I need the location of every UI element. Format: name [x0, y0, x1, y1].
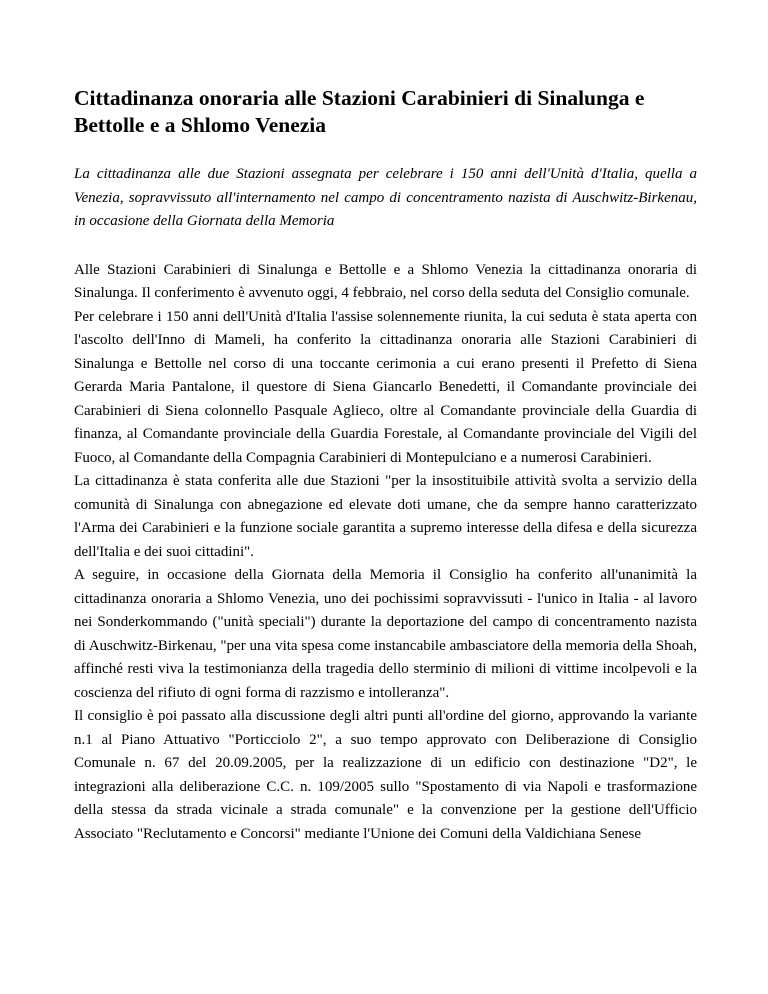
document-page: [74, 85, 697, 846]
article-paragraph: Per celebrare i 150 anni dell'Unità d'Italia l'assise solennemente riunita, la cui seduta è stata aperta con l'ascolto dell'Inno di Mameli, ha conferito la cittadinanza onoraria alle Stazioni Carabinieri di Sinalunga e Bettolle nel corso di una toccante cerimonia a cui erano presenti il Prefetto di Siena Gerarda Maria Pantalone, il questore di Siena Giancarlo Benedetti, il Comandante provinciale dei Carabinieri di Siena colonnello Pasquale Aglieco, oltre al Comandante provinciale della Guardia di finanza, al Comandante provinciale della Guardia Forestale, al Comandante provinciale del Vigili del Fuoco, al Comandante della Compagnia Carabinieri di Montepulciano e a numerosi Carabinieri.: [74, 308, 697, 466]
article-paragraph: A seguire, in occasione della Giornata della Memoria il Consiglio ha conferito all'unanimità la cittadinanza onoraria a Shlomo Venezia, uno dei pochissimi sopravvissuti - l'unico in Italia - al lavoro nei Sonderkommando ("unità speciali") durante la deportazione del campo di concentramento nazista di Auschwitz-Birkenau, "per una vita spesa come instancabile ambasciatore della memoria della Shoah, affinché resti viva la testimonianza della tragedia dello sterminio di milioni di vittime incolpevoli e la coscienza del rifiuto di ogni forma di razzismo e intolleranza".: [74, 567, 697, 701]
article-paragraph: Il consiglio è poi passato alla discussione degli altri punti all'ordine del giorno, approvando la variante n.1 al Piano Attuativo "Porticciolo 2", a suo tempo approvato con Deliberazione di Consiglio Comunale n. 67 del 20.09.2005, per la realizzazione di un edificio con destinazione "D2", le integrazioni alla deliberazione C.C. n. 109/2005 sullo "Spostamento di via Napoli e trasformazione della stessa da strada vicinale a strada comunale" e la convenzione per la gestione dell'Ufficio Associato "Reclutamento e Concorsi" mediante l'Unione dei Comuni della Valdichiana Senese: [74, 708, 697, 842]
article-paragraph: La cittadinanza è stata conferita alle due Stazioni "per la insostituibile attività svolta a servizio della comunità di Sinalunga con abnegazione ed elevate doti umane, che da sempre hanno caratterizzato l'Arma dei Carabinieri e la funzione sociale garantita a supremo interesse della difesa e della sicurezza dell'Italia e dei suoi cittadini".: [74, 473, 697, 560]
article-body: [74, 259, 697, 847]
article-title: Cittadinanza onoraria alle Stazioni Carabinieri di Sinalunga e Bettolle e a Shlomo Venezia: [74, 86, 645, 137]
article-subtitle: La cittadinanza alle due Stazioni assegnata per celebrare i 150 anni dell'Unità d'Italia, quella a Venezia, sopravvissuto all'internamento nel campo di concentramento nazista di Auschwitz-Birkenau, in occasione della Giornata della Memoria: [74, 166, 697, 229]
article-paragraph: Alle Stazioni Carabinieri di Sinalunga e Bettolle e a Shlomo Venezia la cittadinanza onoraria di Sinalunga. Il conferimento è avvenuto oggi, 4 febbraio, nel corso della seduta del Consiglio comunale.: [74, 261, 697, 301]
